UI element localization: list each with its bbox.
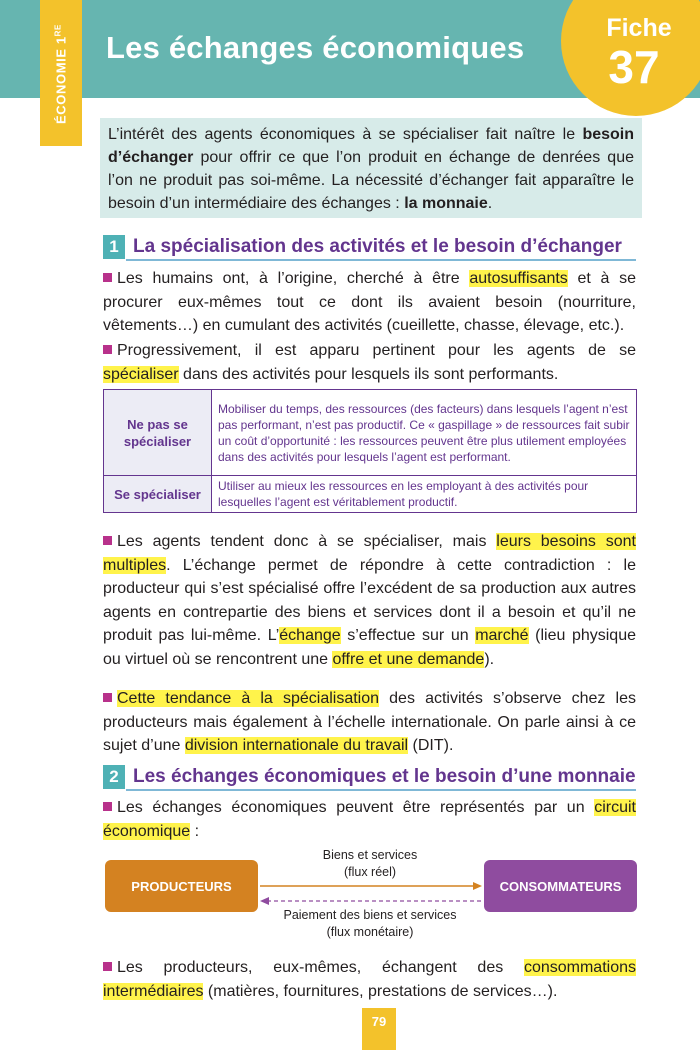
page-number: 79 xyxy=(362,1008,396,1050)
table-row-label: Se spécialiser xyxy=(104,476,212,513)
consumers-box: CONSOMMATEURS xyxy=(484,860,637,912)
bullet-square-icon xyxy=(103,962,112,971)
section-2-paragraph-2: Les producteurs, eux-mêmes, échangent des consommations intermédiaires (matières, fournitures, prestations de services…). xyxy=(103,959,636,1000)
section-1-heading xyxy=(103,234,622,260)
monetary-flow-label: Paiement des biens et services (flux monétaire) xyxy=(283,908,457,939)
bullet-square-icon xyxy=(103,693,112,702)
section-2-heading xyxy=(103,764,636,790)
table-row-text: Utiliser au mieux les ressources en les employant à des activités pour lesquelles l’agent est véritablement productif. xyxy=(212,476,637,513)
bullet-square-icon xyxy=(103,802,112,811)
money-flow-arrowhead-icon xyxy=(260,897,269,905)
bullet-square-icon xyxy=(103,536,112,545)
section-1-paragraph-3: Les agents tendent donc à se spécialiser, mais leurs besoins sont multiples. L’échange permet de répondre à cette contradiction : le producteur qui s’est spécialisé offre l’excédent de sa production aux autres agents en contrepartie des biens et services dont il a besoin et qu’il ne produit pas lui-même. L’échange s’effectue sur un marché (lieu physique ou virtuel où se rencontrent une offre et une demande). xyxy=(103,533,637,668)
bullet-square-icon xyxy=(103,273,112,282)
producers-box: PRODUCTEURS xyxy=(105,860,258,912)
side-tab-label: ÉCONOMIE 1RE xyxy=(53,24,69,124)
table-row-label: Ne pas se spécialiser xyxy=(104,390,212,476)
section-2-title: Les échanges économiques et le besoin d’une monnaie xyxy=(133,766,636,787)
page-title: Les échanges économiques xyxy=(106,30,525,65)
section-2-paragraph-1: Les échanges économiques peuvent être représentés par un circuit économique : xyxy=(103,799,636,840)
table-row xyxy=(104,390,637,476)
section-1-underline xyxy=(126,259,636,261)
section-1-paragraph-1: Les humains ont, à l’origine, cherché à être autosuffisants et à se procurer eux-mêmes tout ce dont ils avaient besoin (nourriture, vêtements…) en cumulant des activités (cueillette, chasse, élevage, etc.). xyxy=(103,270,636,334)
section-2-number: 2 xyxy=(103,765,125,789)
bullet-square-icon xyxy=(103,345,112,354)
fiche-number: 37 xyxy=(608,41,660,93)
table-row xyxy=(104,476,637,513)
real-flow-label: Biens et services (flux réel) xyxy=(322,848,418,879)
fiche-label: Fiche xyxy=(606,14,672,42)
section-1-title: La spécialisation des activités et le besoin d’échanger xyxy=(133,236,622,257)
economic-circuit-diagram xyxy=(103,843,637,943)
section-1-paragraph-4: Cette tendance à la spécialisation des activités s’observe chez les producteurs mais également à l’échelle internationale. On parle ainsi à ce sujet d’une division internationale du travail (DIT). xyxy=(103,690,636,754)
specialisation-table xyxy=(103,389,637,513)
section-1-paragraph-2: Progressivement, il est apparu pertinent pour les agents de se spécialiser dans des activités pour lesquels ils sont performants. xyxy=(103,342,636,383)
section-1-number: 1 xyxy=(103,235,125,259)
intro-box: L’intérêt des agents économiques à se spécialiser fait naître le besoin d’échanger pour offrir ce que l’on produit en échange de denrées que l’on ne produit pas soi-même. La nécessité d’échanger fait apparaître le besoin d’un intermédiaire des échanges : la monnaie. xyxy=(100,118,642,218)
real-flow-arrowhead-icon xyxy=(473,882,482,890)
section-2-underline xyxy=(126,789,636,791)
table-row-text: Mobiliser du temps, des ressources (des facteurs) dans lesquels l’agent n’est pas performant, n’est pas productif. Ce « gaspillage » de ressources fait subir un coût d’opportunité : les ressources peuvent être plus utilement employées dans des activités pour lesquels l’agent est performant. xyxy=(212,390,637,476)
